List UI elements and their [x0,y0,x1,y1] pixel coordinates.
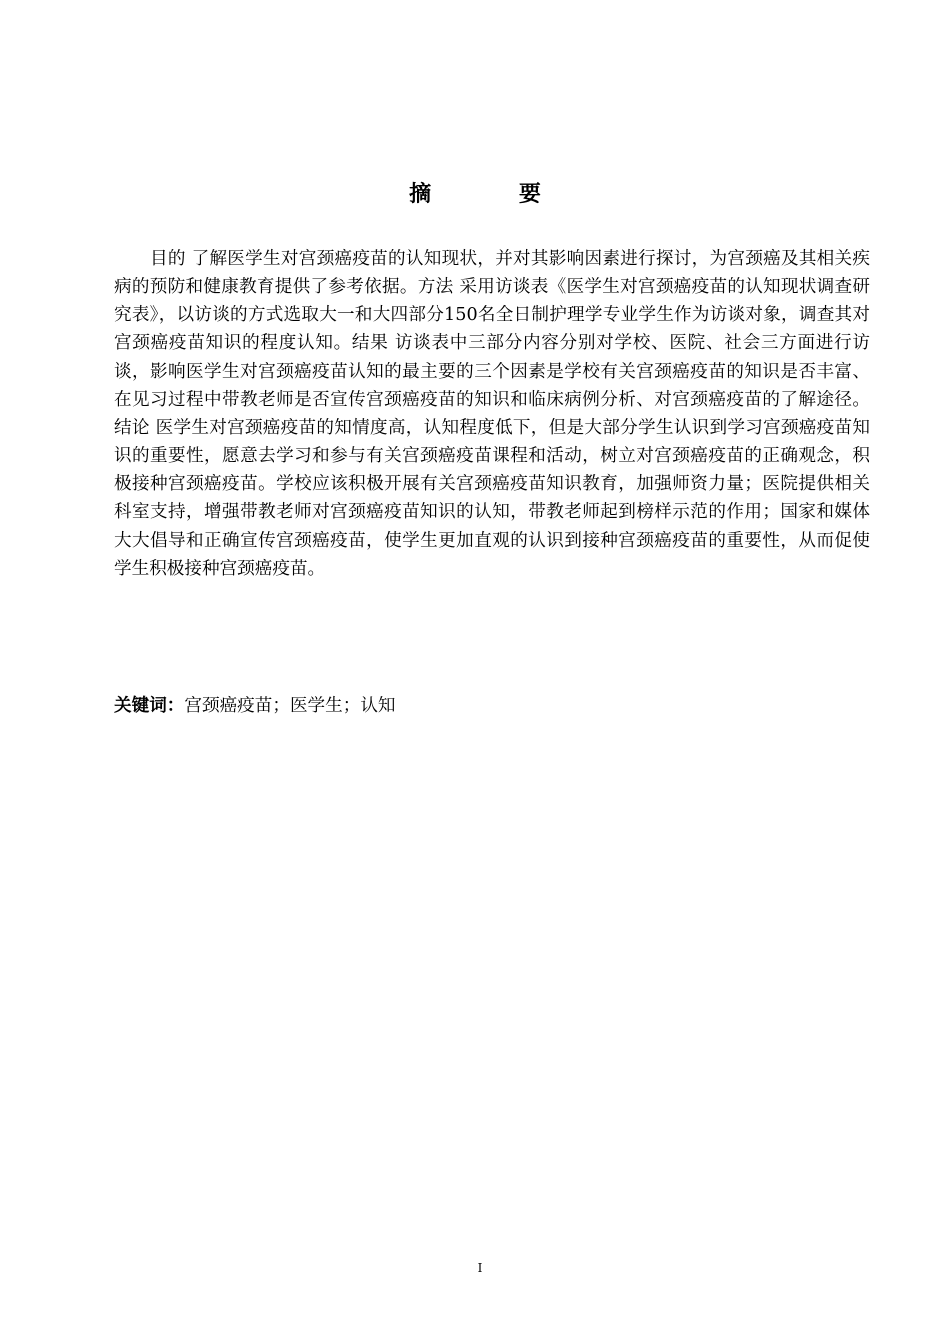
keywords-line [114,692,870,720]
page-number: I [477,1261,483,1275]
keywords-label: 关键词： [114,696,185,716]
keywords-text: 宫颈癌疫苗；医学生；认知 [184,696,396,716]
abstract-body: 目的 了解医学生对宫颈癌疫苗的认知现状，并对其影响因素进行探讨，为宫颈癌及其相关疾病的预防和健康教育提供了参考依据。方法 采用访谈表《医学生对宫颈癌疫苗的认知现状调查研究表》，以访谈的方式选取大一和大四部分150名全日制护理学专业学生作为访谈对象，调查其对宫颈癌疫苗知识的程度认知。结果 访谈表中三部分内容分别对学校、医院、社会三方面进行访谈，影响医学生对宫颈癌疫苗认知的最主要的三个因素是学校有关宫颈癌疫苗的知识是否丰富、在见习过程中带教老师是否宣传宫颈癌疫苗的知识和临床病例分析、对宫颈癌疫苗的了解途径。结论 医学生对宫颈癌疫苗的知情度高，认知程度低下，但是大部分学生认识到学习宫颈癌疫苗知识的重要性，愿意去学习和参与有关宫颈癌疫苗课程和活动，树立对宫颈癌疫苗的正确观念，积极接种宫颈癌疫苗。学校应该积极开展有关宫颈癌疫苗知识教育，加强师资力量；医院提供相关科室支持，增强带教老师对宫颈癌疫苗知识的认知，带教老师起到榜样示范的作用；国家和媒体大大倡导和正确宣传宫颈癌疫苗，使学生更加直观的认识到接种宫颈癌疫苗的重要性，从而促使学生积极接种宫颈癌疫苗。 [114,249,870,579]
abstract-title: 摘 要 [409,182,581,207]
